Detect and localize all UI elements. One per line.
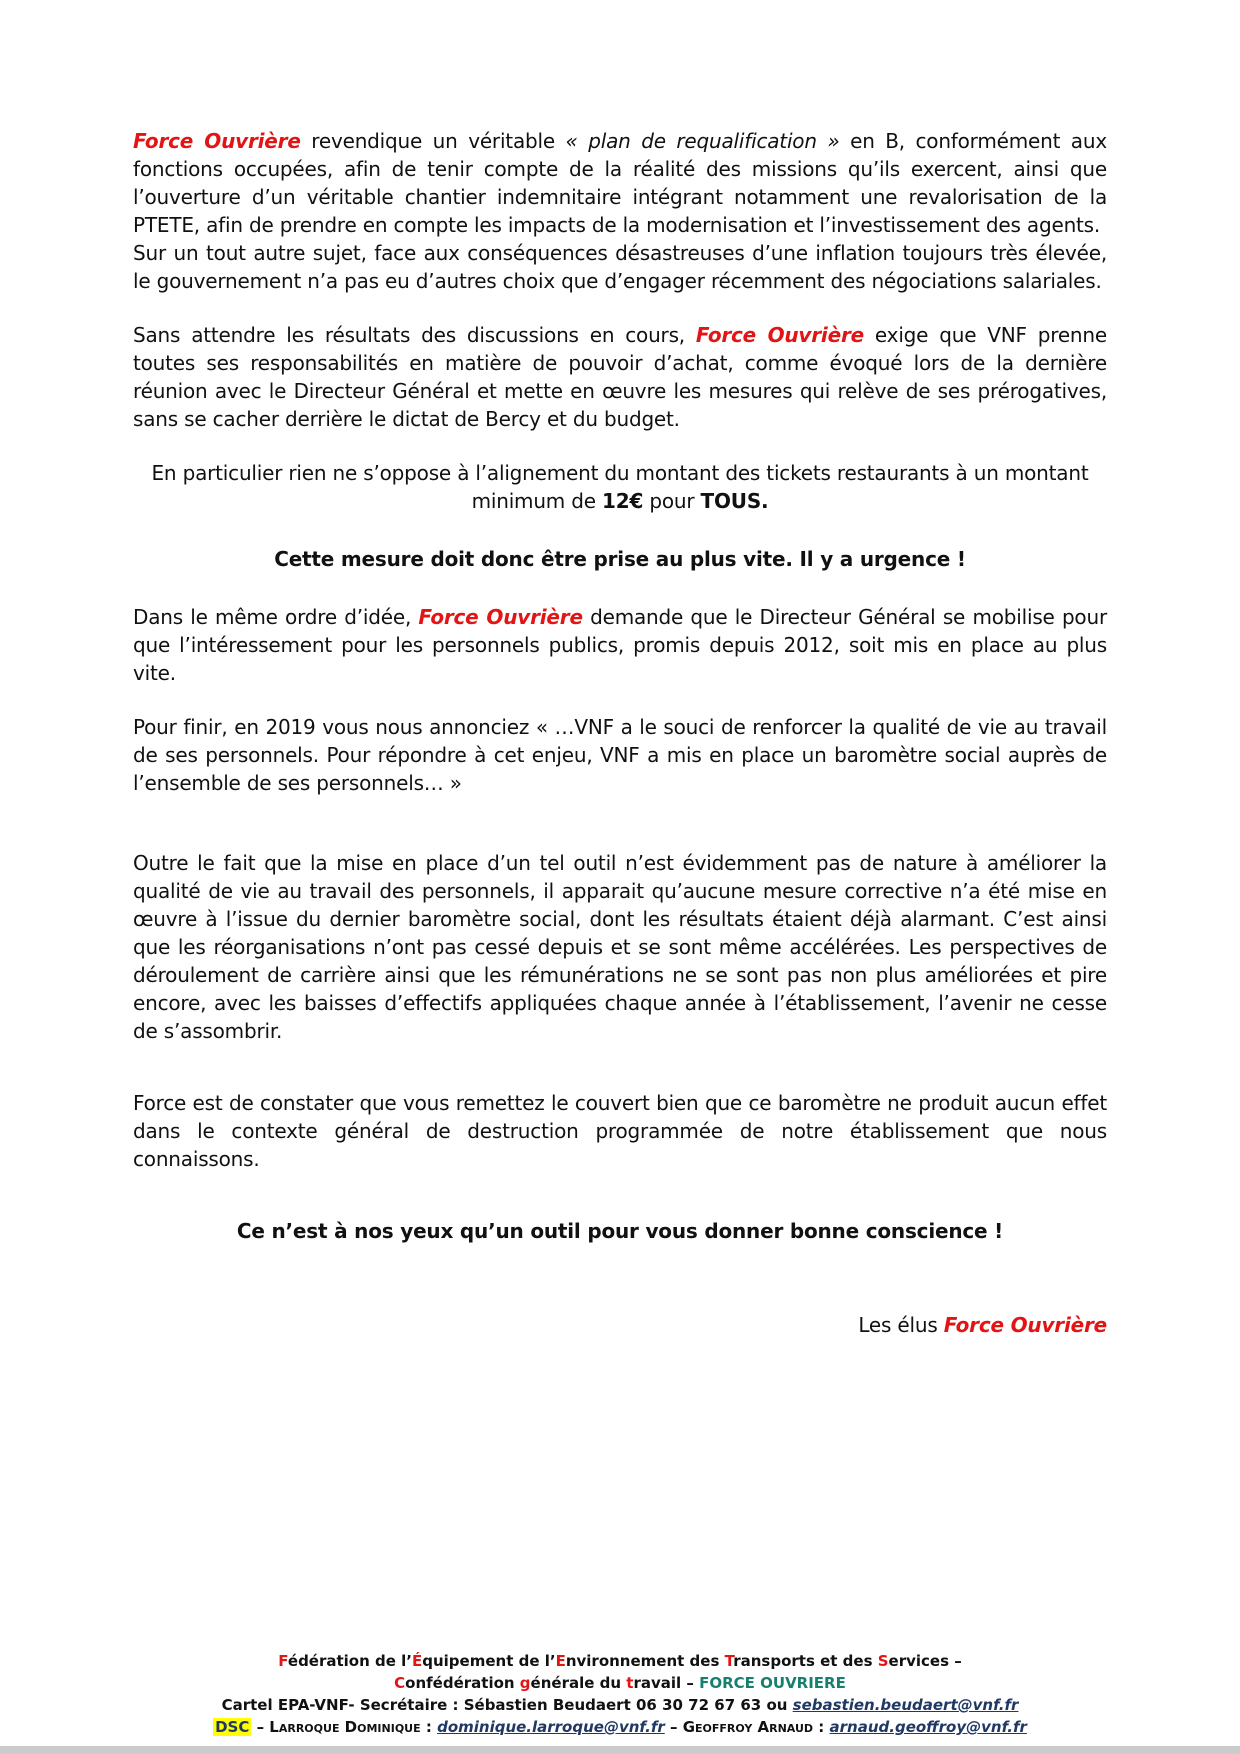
para-exigence-vnf — [133, 321, 1107, 433]
text-segment: Force est de constater que vous remettez le couvert bien que ce baromètre ne produit aucun effet dans le contexte général de destruction programmée de notre établissement que nous connaissons. — [133, 1091, 1107, 1171]
text-segment: ravail – — [633, 1674, 700, 1692]
para-barometre-annonce — [133, 713, 1107, 797]
red-initial-letter: C — [394, 1674, 406, 1692]
text-segment: ransports et des — [733, 1652, 878, 1670]
bold-text: TOUS. — [700, 489, 769, 513]
red-initial-letter: E — [555, 1652, 566, 1670]
document-footer — [40, 1650, 1200, 1738]
force-ouvriere-footer-text: FORCE OUVRIERE — [699, 1674, 846, 1692]
red-initial-letter: t — [626, 1674, 634, 1692]
footer-cartel-line — [40, 1694, 1200, 1716]
text-segment: – — [664, 1718, 683, 1736]
para-inflation-negociations — [133, 239, 1107, 295]
text-segment: – — [251, 1718, 270, 1736]
person-name: Geoffroy Arnaud — [682, 1718, 814, 1736]
document-body — [133, 127, 1107, 1339]
text-segment: ervices – — [888, 1652, 962, 1670]
red-initial-letter: g — [519, 1674, 531, 1692]
text-segment: en B, conformément aux fonctions occupées, afin de tenir compte de la réalité des missions qu’ils exercent, ainsi que l’ouverture d’un véritable chantier indemnitaire intégrant notamment une revalorisation de la PTETE, afin de prendre en compte les impacts de la modernisation et l’investissement des agents. — [133, 129, 1107, 237]
footer-confederation-line — [40, 1672, 1200, 1694]
text-segment: édération de l’ — [287, 1652, 412, 1670]
force-ouvriere-text: Force Ouvrière — [133, 129, 301, 153]
text-segment: Pour finir, en 2019 vous nous annonciez « …VNF a le souci de renforcer la qualité de vie au travail de ses personnels. Pour répondre à cet enjeu, VNF a mis en place un baromètre social auprès de l’ensemble de ses personnels… » — [133, 715, 1107, 795]
red-initial-letter: S — [877, 1652, 889, 1670]
text-segment: Cartel EPA-VNF- Secrétaire : Sébastien Beudaert 06 30 72 67 63 ou — [221, 1696, 793, 1714]
italic-quote: « plan de requalification » — [565, 129, 840, 153]
text-segment: Sur un tout autre sujet, face aux conséquences désastreuses d’une inflation toujours très élevée, le gouvernement n’a pas eu d’autres choix que d’engager récemment des négociations salariales. — [133, 241, 1107, 293]
person-name: Larroque Dominique — [269, 1718, 421, 1736]
text-segment: Sans attendre les résultats des discussions en cours, — [133, 323, 696, 347]
text-segment: nvironnement des — [565, 1652, 725, 1670]
red-initial-letter: F — [278, 1652, 288, 1670]
email-link[interactable]: sebastien.beudaert@vnf.fr — [792, 1696, 1019, 1714]
text-segment: Dans le même ordre d’idée, — [133, 605, 419, 629]
bold-text: Cette mesure doit donc être prise au plus vite. Il y a urgence ! — [274, 547, 966, 571]
footer-dsc-line — [40, 1716, 1200, 1738]
text-segment: : — [813, 1718, 830, 1736]
para-bonne-conscience — [133, 1217, 1107, 1245]
bold-text: 12€ — [602, 489, 644, 513]
red-initial-letter: É — [412, 1652, 423, 1670]
dsc-highlight-badge: DSC — [215, 1718, 250, 1736]
page-bottom-edge — [0, 1746, 1240, 1754]
para-interessement — [133, 603, 1107, 687]
text-segment: exige que VNF prenne toutes ses responsabilités en matière de pouvoir d’achat, comme évoqué lors de la dernière réunion avec le Directeur Général et mette en œuvre les mesures qui relève de ses prérogatives, sans se cacher derrière le dictat de Bercy et du budget. — [133, 323, 1107, 431]
force-ouvriere-text: Force Ouvrière — [418, 605, 583, 629]
para-urgence — [133, 545, 1107, 573]
para-plan-requalification — [133, 127, 1107, 239]
text-segment: Les élus — [858, 1313, 944, 1337]
para-remettez-couvert — [133, 1089, 1107, 1173]
text-segment: énérale du — [530, 1674, 627, 1692]
para-critique-outil — [133, 849, 1107, 1045]
footer-federation-line — [40, 1650, 1200, 1672]
text-segment: demande que le Directeur Général se mobilise pour que l’intéressement pour les personnels publics, promis depuis 2012, soit mis en place au plus vite. — [133, 605, 1107, 685]
para-tickets-restaurants — [133, 459, 1107, 515]
text-segment: pour — [643, 489, 701, 513]
email-link[interactable]: arnaud.geoffroy@vnf.fr — [829, 1718, 1027, 1736]
text-segment: En particulier rien ne s’oppose à l’alignement du montant des tickets restaurants à un montant minimum de — [151, 461, 1089, 513]
bold-text: Ce n’est à nos yeux qu’un outil pour vous donner bonne conscience ! — [236, 1219, 1004, 1243]
red-initial-letter: T — [724, 1652, 734, 1670]
force-ouvriere-text: Force Ouvrière — [695, 323, 864, 347]
text-segment: : — [420, 1718, 438, 1736]
text-segment: onfédération — [405, 1674, 520, 1692]
text-segment: quipement de l’ — [422, 1652, 556, 1670]
text-segment: revendique un véritable — [300, 129, 566, 153]
email-link[interactable]: dominique.larroque@vnf.fr — [437, 1718, 665, 1736]
para-signature — [133, 1311, 1107, 1339]
text-segment: Outre le fait que la mise en place d’un tel outil n’est évidemment pas de nature à améliorer la qualité de vie au travail des personnels, il apparait qu’aucune mesure corrective n’a été mise en œuvre à l’issue du dernier baromètre social, dont les résultats étaient déjà alarmant. C’est ainsi que les réorganisations n’ont pas cessé depuis et se sont même accélérées. Les perspectives de déroulement de carrière ainsi que les rémunérations ne se sont pas non plus améliorées et pire encore, avec les baisses d’effectifs appliquées chaque année à l’établissement, l’avenir ne cesse de s’assombrir. — [133, 851, 1107, 1043]
force-ouvriere-text: Force Ouvrière — [943, 1313, 1107, 1337]
